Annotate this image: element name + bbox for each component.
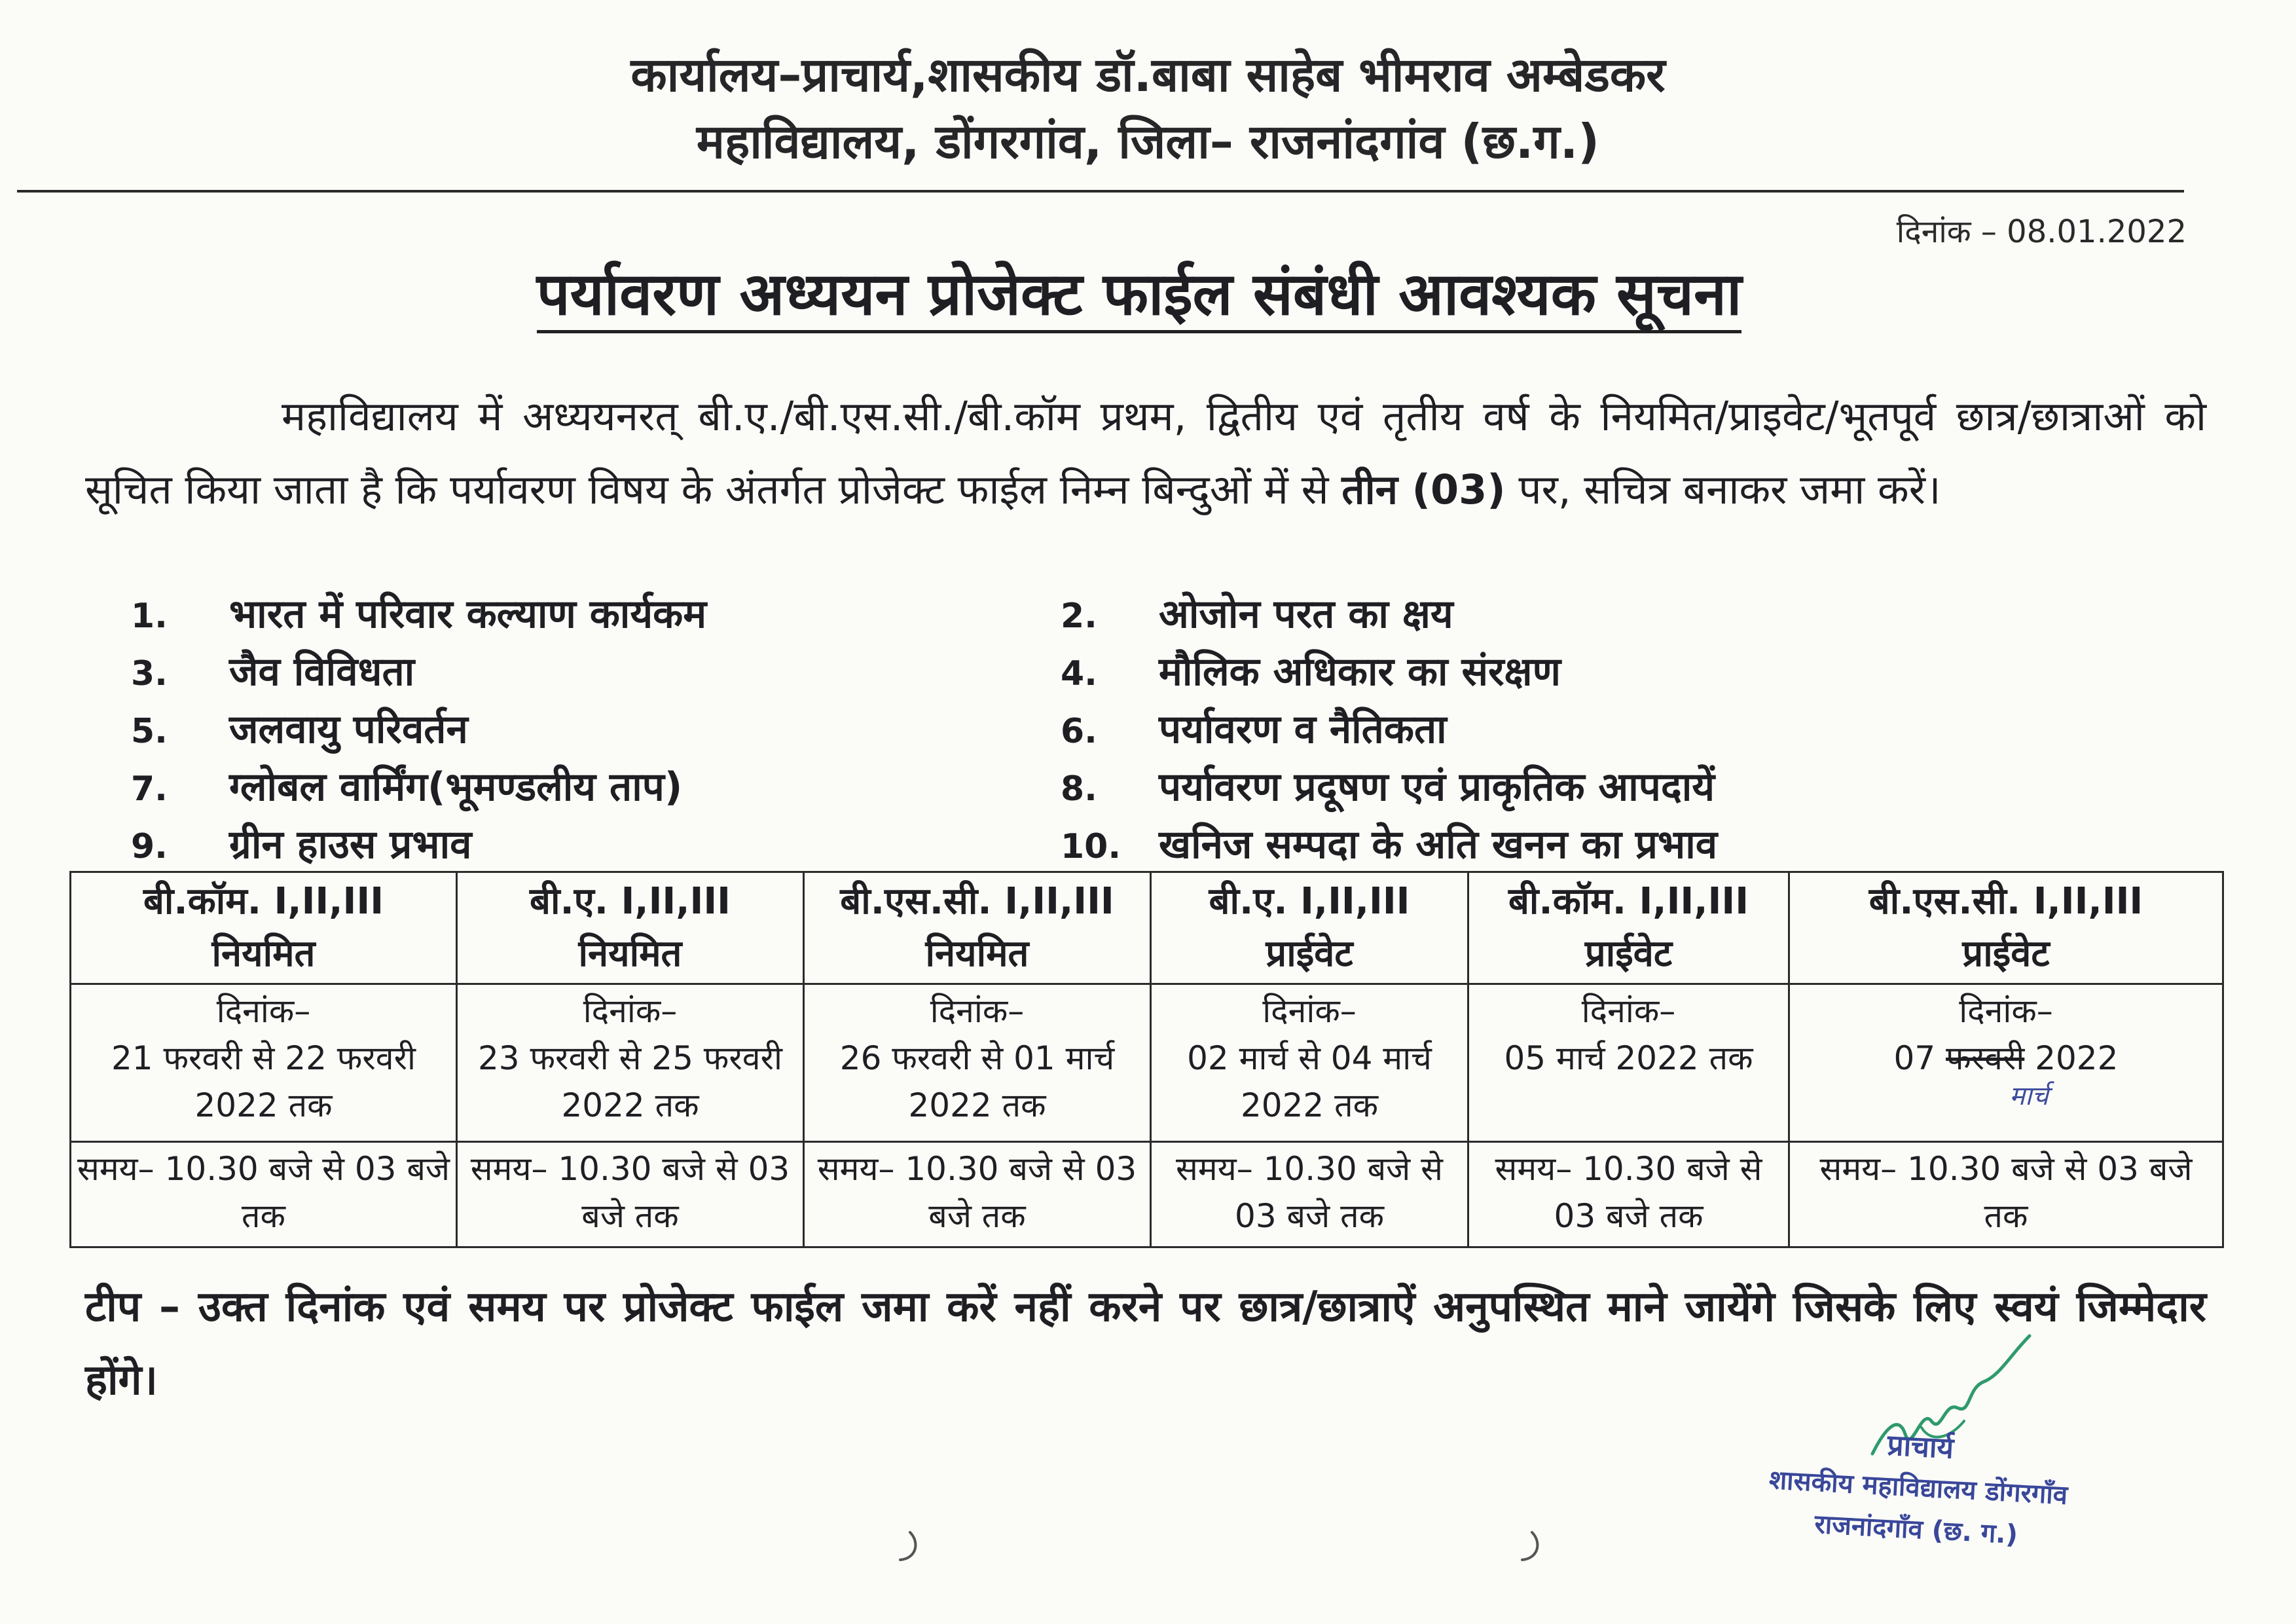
- course-name: बी.कॉम. I,II,III: [143, 880, 384, 923]
- stamp-line-1: प्राचार्य: [1886, 1428, 1955, 1466]
- office-header-line-2: महाविद्यालय, डोंगरगांव, जिला– राजनांदगांव (छ.ग.): [696, 114, 1600, 169]
- date-cell: [804, 984, 1151, 1142]
- topic-text: भारत में परिवार कल्याण कार्यकम: [229, 591, 707, 637]
- date-cell: [1151, 984, 1468, 1142]
- date-range: 26 फरवरी से 01 मार्च 2022 तक: [839, 1039, 1115, 1124]
- enrollment-type: प्राईवेट: [1266, 932, 1353, 975]
- topic-text: पर्यावरण प्रदूषण एवं प्राकृतिक आपदायें: [1159, 764, 1715, 810]
- topic-item: [1061, 587, 1453, 644]
- tip-note: टीप – उक्त दिनांक एवं समय पर प्रोजेक्ट फाईल जमा करें नहीं करने पर छात्र/छात्राऐं अनुपस्थित माने जायेंगे जिसके लिए स्वयं जिम्मेदार होंगे।: [85, 1283, 2206, 1405]
- topic-number: 6.: [1061, 712, 1097, 751]
- time-cell: समय– 10.30 बजे से 03 बजे तक: [457, 1142, 804, 1247]
- date-range: 23 फरवरी से 25 फरवरी 2022 तक: [477, 1039, 783, 1124]
- enrollment-type: प्राईवेट: [1962, 932, 2050, 975]
- topic-item: [131, 760, 682, 817]
- topic-item: [131, 644, 414, 701]
- topic-number: 4.: [1061, 654, 1097, 693]
- topic-text: ग्रीन हाउस प्रभाव: [229, 822, 472, 868]
- enrollment-type: नियमित: [211, 932, 316, 975]
- date-label: दिनांक–: [1581, 992, 1676, 1030]
- enrollment-type: नियमित: [578, 932, 682, 975]
- topic-text: पर्यावरण व नैतिकता: [1159, 707, 1447, 752]
- table-header-cell: [457, 872, 804, 984]
- topic-text: जैव विविधता: [229, 649, 415, 695]
- intro-emphasis: तीन (03): [1341, 466, 1506, 513]
- topic-text: ओजोन परत का क्षय: [1159, 591, 1453, 637]
- submission-schedule-table: [69, 871, 2224, 1248]
- course-name: बी.ए. I,II,III: [1209, 880, 1410, 923]
- course-name: बी.कॉम. I,II,III: [1508, 880, 1749, 923]
- date-range: 02 मार्च से 04 मार्च 2022 तक: [1187, 1039, 1432, 1124]
- date-year: 2022: [2035, 1039, 2119, 1077]
- notice-title-text: पर्यावरण अध्ययन प्रोजेक्ट फाईल संबंधी आवश्यक सूचना: [537, 260, 1742, 333]
- topic-item: [1061, 644, 1561, 701]
- topic-number: 2.: [1061, 597, 1097, 636]
- topic-number: 3.: [131, 654, 168, 693]
- topic-item: [1061, 760, 1715, 817]
- time-cell: समय– 10.30 बजे से 03 बजे तक: [1468, 1142, 1789, 1247]
- intro-text-after: पर, सचित्र बनाकर जमा करें।: [1518, 466, 1941, 513]
- date-label: दिनांक–: [1959, 992, 2053, 1030]
- date-label: दिनांक–: [583, 992, 678, 1030]
- topic-number: 8.: [1061, 769, 1097, 809]
- stamp-line-3: राजनांदगाँव (छ. ग.): [1813, 1509, 2019, 1551]
- intro-paragraph: [85, 380, 2206, 526]
- topic-text: ग्लोबल वार्मिंग(भूमण्डलीय ताप): [229, 764, 683, 810]
- topic-number: 7.: [131, 769, 168, 809]
- date-cell: [71, 984, 457, 1142]
- topic-item: [131, 587, 706, 644]
- date-cell: [457, 984, 804, 1142]
- date-range: 05 मार्च 2022 तक: [1504, 1039, 1753, 1077]
- table-time-row: [71, 1142, 2223, 1247]
- table-header-cell: [1151, 872, 1468, 984]
- topic-number: 9.: [131, 827, 168, 866]
- topic-text: जलवायु परिवर्तन: [229, 707, 468, 752]
- course-name: बी.एस.सी. I,II,III: [840, 880, 1114, 923]
- date-range: 21 फरवरी से 22 फरवरी 2022 तक: [111, 1039, 416, 1124]
- course-name: बी.ए. I,II,III: [529, 880, 731, 923]
- topic-item: [1061, 702, 1447, 759]
- handwritten-correction: मार्च: [2009, 1081, 2049, 1111]
- table-header-cell: [1468, 872, 1789, 984]
- date-cell: [1468, 984, 1789, 1142]
- date-cell: [1789, 984, 2223, 1142]
- course-name: बी.एस.सी. I,II,III: [1868, 880, 2143, 923]
- table-header-row: [71, 872, 2223, 984]
- punch-hole-mark: [1506, 1526, 1545, 1565]
- office-header-line-1: कार्यालय–प्राचार्य,शासकीय डॉ.बाबा साहेब भीमराव अम्बेडकर: [630, 47, 1666, 102]
- date-label: दिनांक–: [216, 992, 311, 1030]
- topic-number: 5.: [131, 712, 168, 751]
- topic-item: [131, 702, 468, 759]
- date-day: 07: [1893, 1039, 1936, 1077]
- enrollment-type: नियमित: [925, 932, 1029, 975]
- table-header-cell: [804, 872, 1151, 984]
- table-header-cell: [1789, 872, 2223, 984]
- intro-text-before: महाविद्यालय में अध्ययनरत् बी.ए./बी.एस.सी./बी.कॉम प्रथम, द्वितीय एवं तृतीय वर्ष के नियमित/प्राइवेट/भूतपूर्व छात्र/छात्राओं को सूचित किया जाता है कि पर्यावरण विषय के अंतर्गत प्रोजेक्ट फाईल निम्न बिन्दुओं में से: [85, 392, 2206, 513]
- notice-title: [275, 255, 2003, 334]
- struck-month: फरवरी: [1946, 1039, 2025, 1077]
- table-date-row: [71, 984, 2223, 1142]
- table-header-cell: [71, 872, 457, 984]
- enrollment-type: प्राईवेट: [1584, 932, 1673, 975]
- punch-hole-mark: [884, 1526, 923, 1565]
- topic-number: 1.: [131, 597, 168, 636]
- time-cell: समय– 10.30 बजे से 03 बजे तक: [1151, 1142, 1468, 1247]
- topic-number: 10.: [1061, 827, 1121, 866]
- principal-stamp: [1673, 1415, 2164, 1563]
- time-cell: समय– 10.30 बजे से 03 बजे तक: [71, 1142, 457, 1247]
- topic-item: [1061, 817, 1717, 874]
- stamp-line-2: शासकीय महाविद्यालय डोंगरगाँव: [1768, 1465, 2069, 1511]
- topic-item: [131, 817, 472, 874]
- date-label: दिनांक–: [930, 992, 1025, 1030]
- time-cell: समय– 10.30 बजे से 03 बजे तक: [1789, 1142, 2223, 1247]
- topic-text: खनिज सम्पदा के अति खनन का प्रभाव: [1159, 822, 1718, 868]
- time-cell: समय– 10.30 बजे से 03 बजे तक: [804, 1142, 1151, 1247]
- topic-text: मौलिक अधिकार का संरक्षण: [1159, 649, 1561, 695]
- notice-date: दिनांक – 08.01.2022: [1896, 213, 2187, 250]
- date-label: दिनांक–: [1262, 992, 1357, 1030]
- header-divider: [17, 190, 2184, 193]
